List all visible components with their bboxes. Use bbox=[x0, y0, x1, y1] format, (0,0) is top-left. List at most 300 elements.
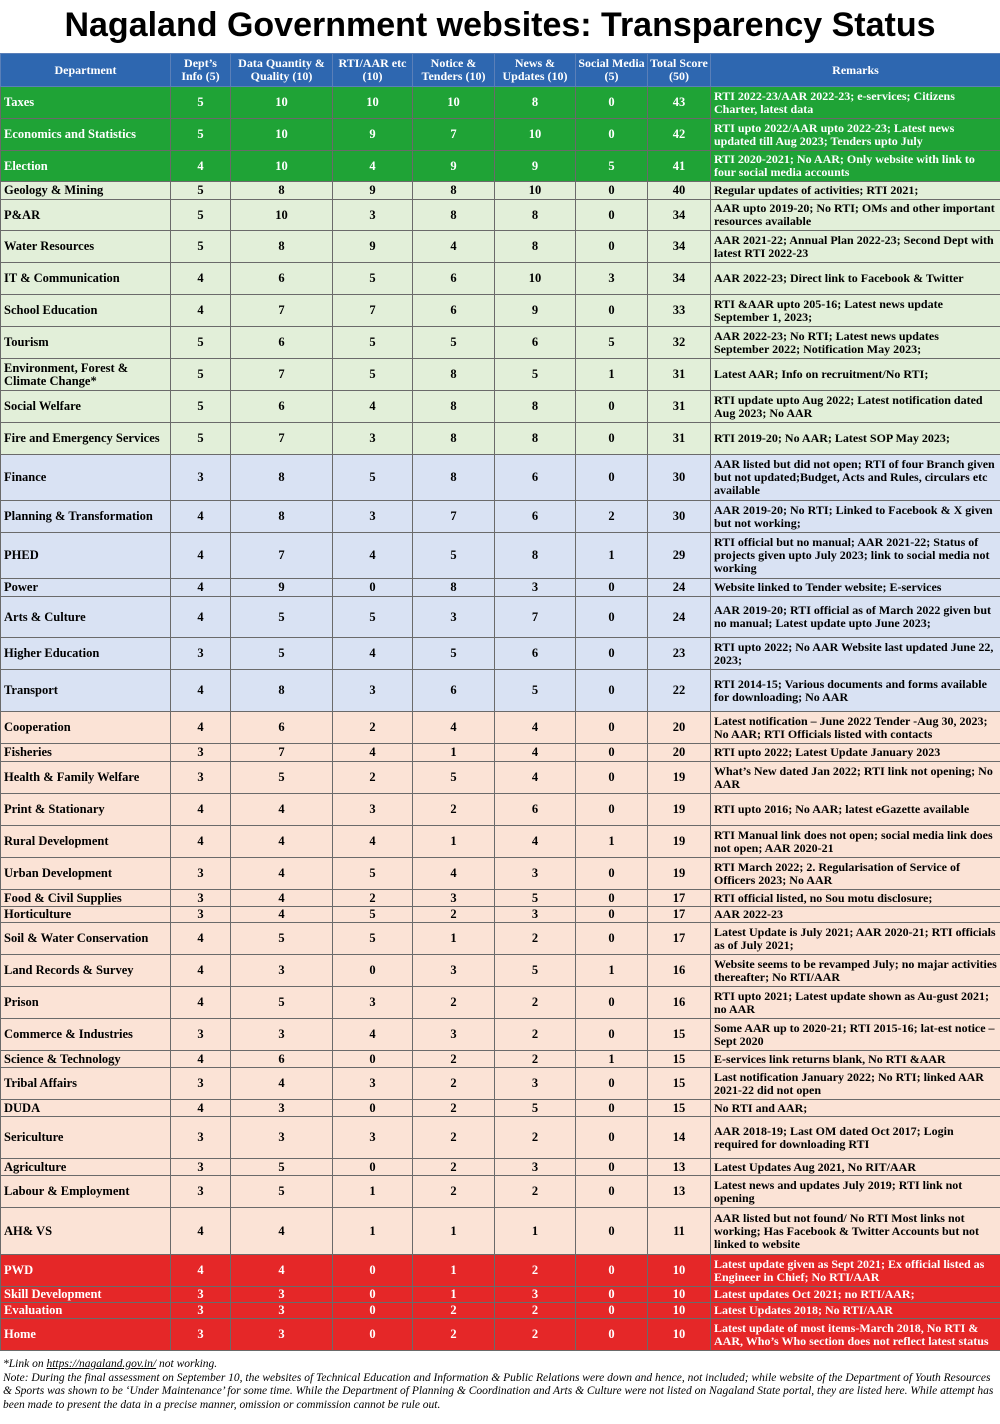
cell-rti-aar: 9 bbox=[333, 182, 413, 200]
cell-social-media: 0 bbox=[576, 1159, 648, 1176]
cell-dept-info: 4 bbox=[171, 295, 231, 327]
cell-department: Science & Technology bbox=[1, 1051, 171, 1068]
cell-department: PWD bbox=[1, 1255, 171, 1287]
cell-social-media: 2 bbox=[576, 501, 648, 533]
cell-rti-aar: 0 bbox=[333, 1255, 413, 1287]
cell-dept-info: 5 bbox=[171, 391, 231, 423]
cell-department: Geology & Mining bbox=[1, 182, 171, 200]
cell-remarks: What’s New dated Jan 2022; RTI link not opening; No AAR bbox=[711, 762, 1000, 794]
cell-notice-tenders: 6 bbox=[413, 295, 495, 327]
table-row bbox=[1, 794, 1000, 826]
cell-dept-info: 5 bbox=[171, 423, 231, 455]
cell-department: Urban Development bbox=[1, 858, 171, 890]
cell-department: DUDA bbox=[1, 1100, 171, 1117]
cell-department: Power bbox=[1, 579, 171, 597]
cell-social-media: 0 bbox=[576, 1100, 648, 1117]
cell-department: School Education bbox=[1, 295, 171, 327]
cell-notice-tenders: 6 bbox=[413, 263, 495, 295]
cell-news-updates: 5 bbox=[495, 955, 576, 987]
cell-news-updates: 4 bbox=[495, 744, 576, 762]
cell-dept-info: 4 bbox=[171, 1208, 231, 1255]
table-row bbox=[1, 327, 1000, 359]
cell-social-media: 0 bbox=[576, 1176, 648, 1208]
table-row bbox=[1, 423, 1000, 455]
cell-total-score: 19 bbox=[648, 826, 711, 858]
cell-data-quality: 8 bbox=[231, 182, 333, 200]
cell-news-updates: 6 bbox=[495, 794, 576, 826]
cell-department: Taxes bbox=[1, 87, 171, 119]
cell-social-media: 0 bbox=[576, 597, 648, 638]
table-row bbox=[1, 597, 1000, 638]
cell-data-quality: 4 bbox=[231, 907, 333, 923]
cell-news-updates: 3 bbox=[495, 1287, 576, 1303]
cell-social-media: 1 bbox=[576, 533, 648, 579]
cell-dept-info: 3 bbox=[171, 1319, 231, 1351]
cell-rti-aar: 10 bbox=[333, 87, 413, 119]
cell-social-media: 0 bbox=[576, 670, 648, 712]
cell-news-updates: 8 bbox=[495, 200, 576, 231]
cell-department: Fisheries bbox=[1, 744, 171, 762]
cell-remarks: AAR listed but did not open; RTI of four Branch given but not updated;Budget, Acts and Rules, circulars etc available bbox=[711, 455, 1000, 501]
cell-social-media: 0 bbox=[576, 638, 648, 670]
cell-news-updates: 6 bbox=[495, 638, 576, 670]
cell-dept-info: 5 bbox=[171, 359, 231, 391]
table-row bbox=[1, 359, 1000, 391]
cell-notice-tenders: 2 bbox=[413, 1319, 495, 1351]
table-row bbox=[1, 638, 1000, 670]
table-row bbox=[1, 1287, 1000, 1303]
cell-rti-aar: 5 bbox=[333, 923, 413, 955]
cell-total-score: 16 bbox=[648, 955, 711, 987]
cell-department: Arts & Culture bbox=[1, 597, 171, 638]
cell-news-updates: 6 bbox=[495, 455, 576, 501]
cell-remarks: AAR 2022-23; Direct link to Facebook & Twitter bbox=[711, 263, 1000, 295]
cell-dept-info: 3 bbox=[171, 1176, 231, 1208]
cell-total-score: 30 bbox=[648, 455, 711, 501]
cell-remarks: No RTI and AAR; bbox=[711, 1100, 1000, 1117]
cell-total-score: 16 bbox=[648, 987, 711, 1019]
cell-total-score: 13 bbox=[648, 1159, 711, 1176]
cell-total-score: 29 bbox=[648, 533, 711, 579]
cell-remarks: AAR 2019-20; No RTI; Linked to Facebook & X given but not working; bbox=[711, 501, 1000, 533]
cell-notice-tenders: 1 bbox=[413, 744, 495, 762]
table-row bbox=[1, 1176, 1000, 1208]
cell-social-media: 0 bbox=[576, 794, 648, 826]
cell-total-score: 19 bbox=[648, 762, 711, 794]
cell-remarks: Latest updates Oct 2021; no RTI/AAR; bbox=[711, 1287, 1000, 1303]
cell-social-media: 5 bbox=[576, 327, 648, 359]
cell-dept-info: 3 bbox=[171, 1019, 231, 1051]
table-row bbox=[1, 1117, 1000, 1159]
table-row bbox=[1, 182, 1000, 200]
table-row bbox=[1, 579, 1000, 597]
cell-notice-tenders: 3 bbox=[413, 597, 495, 638]
cell-total-score: 31 bbox=[648, 423, 711, 455]
cell-social-media: 0 bbox=[576, 1019, 648, 1051]
cell-rti-aar: 5 bbox=[333, 263, 413, 295]
cell-news-updates: 10 bbox=[495, 119, 576, 151]
cell-data-quality: 4 bbox=[231, 794, 333, 826]
cell-dept-info: 4 bbox=[171, 826, 231, 858]
table-row bbox=[1, 670, 1000, 712]
cell-social-media: 0 bbox=[576, 1303, 648, 1319]
cell-total-score: 33 bbox=[648, 295, 711, 327]
cell-news-updates: 3 bbox=[495, 1159, 576, 1176]
table-row bbox=[1, 455, 1000, 501]
cell-data-quality: 10 bbox=[231, 87, 333, 119]
cell-news-updates: 8 bbox=[495, 87, 576, 119]
cell-news-updates: 6 bbox=[495, 501, 576, 533]
cell-data-quality: 3 bbox=[231, 1287, 333, 1303]
cell-rti-aar: 3 bbox=[333, 200, 413, 231]
cell-remarks: Website seems to be revamped July; no majar activities thereafter; No RTI/AAR bbox=[711, 955, 1000, 987]
cell-rti-aar: 4 bbox=[333, 391, 413, 423]
cell-remarks: AAR listed but not found/ No RTI Most links not working; Has Facebook & Twitter Accounts but not linked to website bbox=[711, 1208, 1000, 1255]
cell-total-score: 11 bbox=[648, 1208, 711, 1255]
cell-rti-aar: 4 bbox=[333, 744, 413, 762]
cell-news-updates: 2 bbox=[495, 1051, 576, 1068]
cell-dept-info: 3 bbox=[171, 762, 231, 794]
cell-total-score: 31 bbox=[648, 359, 711, 391]
cell-rti-aar: 4 bbox=[333, 638, 413, 670]
cell-rti-aar: 0 bbox=[333, 1303, 413, 1319]
cell-remarks: RTI official but no manual; AAR 2021-22; Status of projects given upto July 2023; link to social media not working bbox=[711, 533, 1000, 579]
cell-notice-tenders: 4 bbox=[413, 858, 495, 890]
cell-remarks: RTI 2020-2021; No AAR; Only website with link to four social media accounts bbox=[711, 151, 1000, 182]
cell-rti-aar: 5 bbox=[333, 327, 413, 359]
cell-data-quality: 10 bbox=[231, 200, 333, 231]
cell-news-updates: 2 bbox=[495, 923, 576, 955]
table-row bbox=[1, 87, 1000, 119]
cell-notice-tenders: 5 bbox=[413, 533, 495, 579]
cell-dept-info: 5 bbox=[171, 327, 231, 359]
cell-total-score: 34 bbox=[648, 200, 711, 231]
cell-remarks: RTI &AAR upto 205-16; Latest news update September 1, 2023; bbox=[711, 295, 1000, 327]
cell-social-media: 0 bbox=[576, 1287, 648, 1303]
table-row bbox=[1, 151, 1000, 182]
cell-news-updates: 8 bbox=[495, 533, 576, 579]
cell-data-quality: 6 bbox=[231, 712, 333, 744]
table-row bbox=[1, 200, 1000, 231]
cell-news-updates: 10 bbox=[495, 263, 576, 295]
cell-notice-tenders: 7 bbox=[413, 501, 495, 533]
table-row bbox=[1, 533, 1000, 579]
table-row bbox=[1, 890, 1000, 907]
header-notice-tenders: Notice & Tenders (10) bbox=[413, 54, 495, 87]
table-row bbox=[1, 391, 1000, 423]
table-row bbox=[1, 1100, 1000, 1117]
cell-remarks: RTI Manual link does not open; social media link does not open; AAR 2020-21 bbox=[711, 826, 1000, 858]
table-row bbox=[1, 1319, 1000, 1351]
cell-dept-info: 3 bbox=[171, 1287, 231, 1303]
cell-remarks: Latest update given as Sept 2021; Ex official listed as Engineer in Chief; No RTI/AAR bbox=[711, 1255, 1000, 1287]
cell-social-media: 3 bbox=[576, 263, 648, 295]
cell-notice-tenders: 5 bbox=[413, 327, 495, 359]
cell-notice-tenders: 6 bbox=[413, 670, 495, 712]
cell-rti-aar: 0 bbox=[333, 579, 413, 597]
cell-data-quality: 5 bbox=[231, 1159, 333, 1176]
cell-data-quality: 7 bbox=[231, 533, 333, 579]
footnote-suffix: not working. bbox=[156, 1358, 218, 1370]
cell-rti-aar: 5 bbox=[333, 858, 413, 890]
cell-social-media: 0 bbox=[576, 182, 648, 200]
cell-remarks: Website linked to Tender website; E-services bbox=[711, 579, 1000, 597]
cell-news-updates: 2 bbox=[495, 1303, 576, 1319]
cell-data-quality: 4 bbox=[231, 826, 333, 858]
cell-remarks: RTI 2022-23/AAR 2022-23; e-services; Citizens Charter, latest data bbox=[711, 87, 1000, 119]
cell-notice-tenders: 1 bbox=[413, 923, 495, 955]
cell-social-media: 0 bbox=[576, 1068, 648, 1100]
header-dept-info: Dept’s Info (5) bbox=[171, 54, 231, 87]
cell-department: Evaluation bbox=[1, 1303, 171, 1319]
cell-remarks: RTI 2019-20; No AAR; Latest SOP May 2023; bbox=[711, 423, 1000, 455]
footnote-prefix: *Link on bbox=[3, 1358, 47, 1370]
table-row bbox=[1, 1068, 1000, 1100]
cell-dept-info: 4 bbox=[171, 955, 231, 987]
cell-social-media: 0 bbox=[576, 744, 648, 762]
cell-rti-aar: 0 bbox=[333, 1287, 413, 1303]
table-row bbox=[1, 744, 1000, 762]
cell-news-updates: 3 bbox=[495, 1068, 576, 1100]
cell-social-media: 0 bbox=[576, 923, 648, 955]
cell-remarks: RTI upto 2022; Latest Update January 2023 bbox=[711, 744, 1000, 762]
cell-news-updates: 2 bbox=[495, 1019, 576, 1051]
cell-news-updates: 6 bbox=[495, 327, 576, 359]
cell-news-updates: 3 bbox=[495, 907, 576, 923]
cell-data-quality: 10 bbox=[231, 119, 333, 151]
cell-department: Labour & Employment bbox=[1, 1176, 171, 1208]
cell-social-media: 1 bbox=[576, 359, 648, 391]
cell-dept-info: 4 bbox=[171, 151, 231, 182]
page-title: Nagaland Government websites: Transparency Status bbox=[64, 6, 936, 44]
cell-notice-tenders: 2 bbox=[413, 1303, 495, 1319]
cell-total-score: 15 bbox=[648, 1068, 711, 1100]
cell-social-media: 0 bbox=[576, 455, 648, 501]
cell-notice-tenders: 5 bbox=[413, 762, 495, 794]
cell-department: Planning & Transformation bbox=[1, 501, 171, 533]
cell-rti-aar: 7 bbox=[333, 295, 413, 327]
cell-total-score: 42 bbox=[648, 119, 711, 151]
cell-total-score: 14 bbox=[648, 1117, 711, 1159]
cell-department: P&AR bbox=[1, 200, 171, 231]
cell-social-media: 0 bbox=[576, 87, 648, 119]
table-row bbox=[1, 826, 1000, 858]
cell-department: Fire and Emergency Services bbox=[1, 423, 171, 455]
cell-notice-tenders: 2 bbox=[413, 1100, 495, 1117]
table-row bbox=[1, 231, 1000, 263]
cell-remarks: Latest Update is July 2021; AAR 2020-21; RTI officials as of July 2021; bbox=[711, 923, 1000, 955]
cell-news-updates: 5 bbox=[495, 670, 576, 712]
table-row bbox=[1, 501, 1000, 533]
cell-data-quality: 8 bbox=[231, 455, 333, 501]
cell-notice-tenders: 4 bbox=[413, 712, 495, 744]
cell-news-updates: 8 bbox=[495, 391, 576, 423]
table-row bbox=[1, 712, 1000, 744]
cell-data-quality: 4 bbox=[231, 1208, 333, 1255]
table-row bbox=[1, 1051, 1000, 1068]
cell-remarks: RTI March 2022; 2. Regularisation of Service of Officers 2023; No AAR bbox=[711, 858, 1000, 890]
cell-rti-aar: 3 bbox=[333, 987, 413, 1019]
cell-department: IT & Communication bbox=[1, 263, 171, 295]
cell-department: Land Records & Survey bbox=[1, 955, 171, 987]
cell-notice-tenders: 8 bbox=[413, 423, 495, 455]
cell-news-updates: 3 bbox=[495, 858, 576, 890]
cell-data-quality: 3 bbox=[231, 1319, 333, 1351]
cell-dept-info: 3 bbox=[171, 455, 231, 501]
cell-data-quality: 6 bbox=[231, 391, 333, 423]
cell-rti-aar: 0 bbox=[333, 1319, 413, 1351]
cell-total-score: 10 bbox=[648, 1255, 711, 1287]
cell-news-updates: 4 bbox=[495, 712, 576, 744]
cell-rti-aar: 0 bbox=[333, 955, 413, 987]
cell-rti-aar: 2 bbox=[333, 712, 413, 744]
cell-department: Social Welfare bbox=[1, 391, 171, 423]
cell-department: Tribal Affairs bbox=[1, 1068, 171, 1100]
cell-news-updates: 7 bbox=[495, 597, 576, 638]
cell-total-score: 34 bbox=[648, 231, 711, 263]
cell-dept-info: 5 bbox=[171, 87, 231, 119]
cell-notice-tenders: 2 bbox=[413, 907, 495, 923]
cell-total-score: 15 bbox=[648, 1051, 711, 1068]
cell-department: Environment, Forest & Climate Change* bbox=[1, 359, 171, 391]
cell-rti-aar: 0 bbox=[333, 1051, 413, 1068]
cell-data-quality: 4 bbox=[231, 858, 333, 890]
cell-news-updates: 10 bbox=[495, 182, 576, 200]
cell-remarks: Latest AAR; Info on recruitment/No RTI; bbox=[711, 359, 1000, 391]
cell-news-updates: 2 bbox=[495, 1319, 576, 1351]
table-row bbox=[1, 119, 1000, 151]
cell-dept-info: 4 bbox=[171, 987, 231, 1019]
cell-social-media: 0 bbox=[576, 119, 648, 151]
cell-social-media: 0 bbox=[576, 858, 648, 890]
cell-remarks: RTI upto 2021; Latest update shown as Au-gust 2021; no AAR bbox=[711, 987, 1000, 1019]
cell-rti-aar: 5 bbox=[333, 597, 413, 638]
cell-department: Economics and Statistics bbox=[1, 119, 171, 151]
cell-department: Print & Stationary bbox=[1, 794, 171, 826]
cell-notice-tenders: 1 bbox=[413, 1255, 495, 1287]
header-department: Department bbox=[1, 54, 171, 87]
cell-department: Soil & Water Conservation bbox=[1, 923, 171, 955]
cell-department: AH& VS bbox=[1, 1208, 171, 1255]
cell-rti-aar: 1 bbox=[333, 1208, 413, 1255]
cell-remarks: Latest Updates 2018; No RTI/AAR bbox=[711, 1303, 1000, 1319]
cell-remarks: Latest news and updates July 2019; RTI link not opening bbox=[711, 1176, 1000, 1208]
cell-total-score: 20 bbox=[648, 744, 711, 762]
cell-total-score: 40 bbox=[648, 182, 711, 200]
cell-total-score: 23 bbox=[648, 638, 711, 670]
cell-notice-tenders: 2 bbox=[413, 987, 495, 1019]
cell-dept-info: 4 bbox=[171, 923, 231, 955]
table-row bbox=[1, 1303, 1000, 1319]
cell-total-score: 34 bbox=[648, 263, 711, 295]
cell-notice-tenders: 8 bbox=[413, 200, 495, 231]
cell-social-media: 0 bbox=[576, 423, 648, 455]
cell-total-score: 19 bbox=[648, 858, 711, 890]
cell-social-media: 0 bbox=[576, 1208, 648, 1255]
cell-data-quality: 6 bbox=[231, 327, 333, 359]
table-row bbox=[1, 1208, 1000, 1255]
cell-dept-info: 3 bbox=[171, 638, 231, 670]
cell-remarks: E-services link returns blank, No RTI &AAR bbox=[711, 1051, 1000, 1068]
cell-dept-info: 5 bbox=[171, 231, 231, 263]
cell-rti-aar: 5 bbox=[333, 907, 413, 923]
cell-remarks: Some AAR up to 2020-21; RTI 2015-16; lat-est notice – Sept 2020 bbox=[711, 1019, 1000, 1051]
cell-notice-tenders: 1 bbox=[413, 1287, 495, 1303]
cell-department: Election bbox=[1, 151, 171, 182]
cell-dept-info: 5 bbox=[171, 119, 231, 151]
cell-rti-aar: 5 bbox=[333, 359, 413, 391]
cell-social-media: 0 bbox=[576, 391, 648, 423]
cell-data-quality: 6 bbox=[231, 263, 333, 295]
cell-data-quality: 3 bbox=[231, 1117, 333, 1159]
cell-notice-tenders: 8 bbox=[413, 182, 495, 200]
cell-notice-tenders: 3 bbox=[413, 1019, 495, 1051]
cell-department: Commerce & Industries bbox=[1, 1019, 171, 1051]
cell-remarks: AAR upto 2019-20; No RTI; OMs and other important resources available bbox=[711, 200, 1000, 231]
header-total-score: Total Score (50) bbox=[648, 54, 711, 87]
table-row bbox=[1, 987, 1000, 1019]
cell-dept-info: 4 bbox=[171, 263, 231, 295]
cell-rti-aar: 0 bbox=[333, 1159, 413, 1176]
cell-notice-tenders: 2 bbox=[413, 1068, 495, 1100]
cell-rti-aar: 2 bbox=[333, 890, 413, 907]
cell-dept-info: 3 bbox=[171, 1303, 231, 1319]
cell-department: PHED bbox=[1, 533, 171, 579]
cell-news-updates: 9 bbox=[495, 151, 576, 182]
portal-link[interactable]: https://nagaland.gov.in/ bbox=[46, 1358, 157, 1370]
cell-data-quality: 7 bbox=[231, 359, 333, 391]
cell-dept-info: 5 bbox=[171, 182, 231, 200]
cell-dept-info: 3 bbox=[171, 1159, 231, 1176]
cell-dept-info: 3 bbox=[171, 1117, 231, 1159]
cell-news-updates: 2 bbox=[495, 1255, 576, 1287]
cell-social-media: 0 bbox=[576, 890, 648, 907]
cell-data-quality: 3 bbox=[231, 1303, 333, 1319]
cell-total-score: 19 bbox=[648, 794, 711, 826]
cell-remarks: RTI upto 2022/AAR upto 2022-23; Latest news updated till Aug 2023; Tenders upto July bbox=[711, 119, 1000, 151]
cell-total-score: 24 bbox=[648, 579, 711, 597]
cell-social-media: 0 bbox=[576, 231, 648, 263]
cell-news-updates: 5 bbox=[495, 359, 576, 391]
table-row bbox=[1, 955, 1000, 987]
cell-dept-info: 4 bbox=[171, 712, 231, 744]
cell-dept-info: 4 bbox=[171, 1100, 231, 1117]
cell-department: Food & Civil Supplies bbox=[1, 890, 171, 907]
cell-social-media: 1 bbox=[576, 955, 648, 987]
assessment-note: Note: During the final assessment on September 10, the websites of Technical Education and Information & Public Relations were down and hence, not included; while website of the Department of Youth Resources & Sports was shown to be ‘Under Maintenance’ for some time. While the Department of Planning & Coordination and Arts & Culture were not listed on Nagaland State portal, they are listed here. While attempt has been made to present the data in a precise manner, omission or commission cannot be rule out. bbox=[3, 1371, 994, 1411]
cell-news-updates: 5 bbox=[495, 890, 576, 907]
cell-remarks: RTI official listed, no Sou motu disclosure; bbox=[711, 890, 1000, 907]
cell-total-score: 17 bbox=[648, 907, 711, 923]
cell-rti-aar: 0 bbox=[333, 1100, 413, 1117]
cell-social-media: 0 bbox=[576, 907, 648, 923]
cell-social-media: 0 bbox=[576, 762, 648, 794]
cell-news-updates: 4 bbox=[495, 762, 576, 794]
cell-news-updates: 5 bbox=[495, 1100, 576, 1117]
cell-notice-tenders: 1 bbox=[413, 1208, 495, 1255]
cell-remarks: AAR 2022-23; No RTI; Latest news updates September 2022; Notification May 2023; bbox=[711, 327, 1000, 359]
cell-data-quality: 5 bbox=[231, 597, 333, 638]
cell-dept-info: 3 bbox=[171, 890, 231, 907]
cell-rti-aar: 3 bbox=[333, 1117, 413, 1159]
cell-dept-info: 4 bbox=[171, 533, 231, 579]
cell-notice-tenders: 9 bbox=[413, 151, 495, 182]
cell-social-media: 0 bbox=[576, 712, 648, 744]
cell-total-score: 41 bbox=[648, 151, 711, 182]
cell-remarks: Last notification January 2022; No RTI; linked AAR 2021-22 did not open bbox=[711, 1068, 1000, 1100]
cell-rti-aar: 3 bbox=[333, 794, 413, 826]
header-news-updates: News & Updates (10) bbox=[495, 54, 576, 87]
